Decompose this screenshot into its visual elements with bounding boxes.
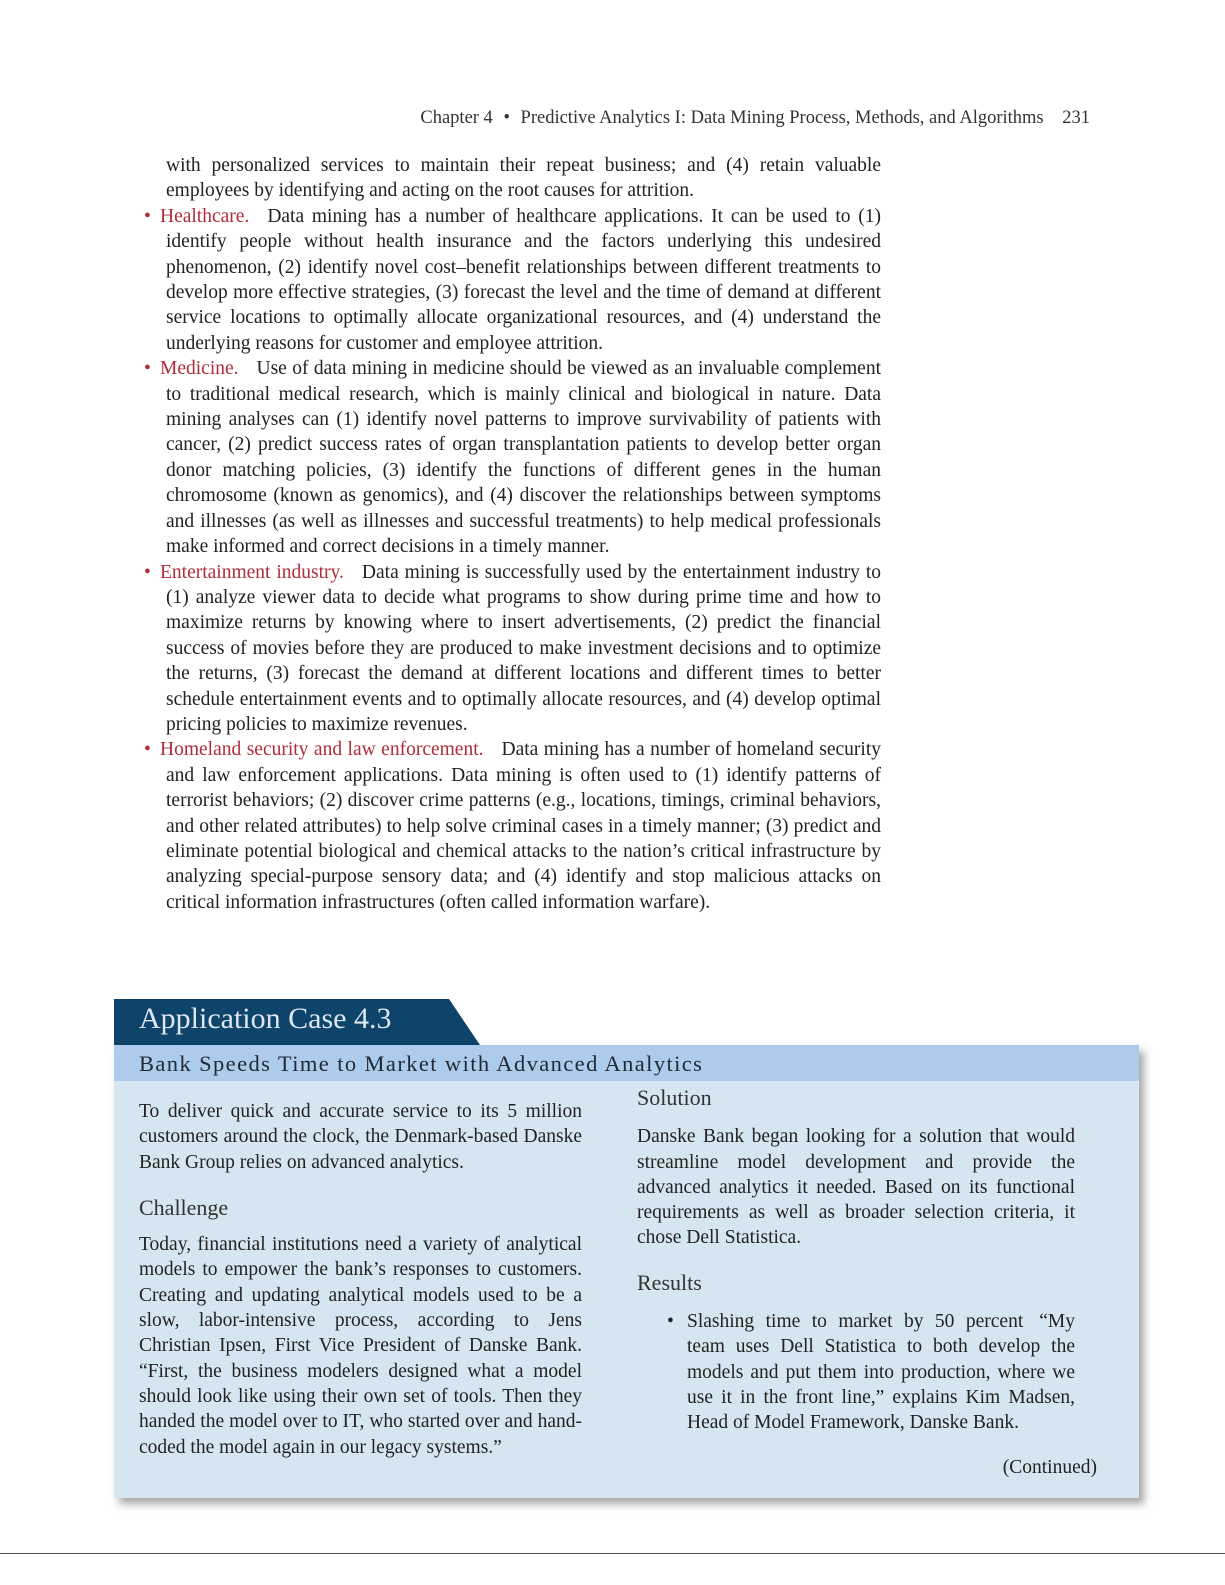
- results-heading: Results: [637, 1269, 702, 1295]
- item-text: Data mining has a number of healthcare applications. It can be used to (1) identify people without health insurance and the factors underlying this undesired phenomenon, (2) identify novel cost–benefit relationships between different treatments to develop more effective strategies, (3) forecast the level and the time of demand at different service locations to optimally allocate organizational resources, and (4) understand the underlying reasons for customer and employee attrition.: [166, 205, 881, 354]
- list-item-entertainment: [144, 560, 881, 738]
- continuation-paragraph: with personalized services to maintain their repeat business; and (4) retain valuable employees by identifying and acting on the root causes for attrition.: [166, 155, 881, 202]
- bullet-icon: •: [144, 205, 151, 227]
- solution-text: Danske Bank began looking for a solution that would streamline model development and provide the advanced analytics it needed. Based on its functional requirements as well as broader selection criteria, it chose Dell Statistica.: [637, 1126, 1075, 1249]
- solution-heading: Solution: [637, 1085, 712, 1110]
- item-text: Data mining has a number of homeland security and law enforcement applications. Data mining is often used to (1) identify patterns of terrorist behaviors; (2) discover crime patterns (e.g., locations, timings, criminal behaviors, and other related attributes) to help solve criminal cases in a timely manner; (3) predict and eliminate potential biological and chemical attacks to the nation’s critical infrastructure by analyzing special-purpose sensory data; and (4) identify and stop malicious attacks on critical information infrastructures (often called information warfare).: [166, 739, 881, 913]
- item-term: Medicine.: [160, 358, 239, 380]
- item-term: Entertainment industry.: [160, 561, 344, 583]
- page-number: 231: [1062, 108, 1090, 128]
- challenge-heading: Challenge: [139, 1194, 229, 1220]
- item-term: Homeland security and law enforcement.: [160, 739, 484, 761]
- chapter-label: Chapter 4: [420, 108, 493, 128]
- header-separator: •: [503, 108, 510, 128]
- results-item-lead: Slashing time to market by 50 percent: [687, 1311, 1024, 1333]
- item-term: Healthcare.: [160, 205, 250, 227]
- challenge-text: Today, financial institutions need a variety of analytical models to empower the bank’s responses to customers. Creating and updating analytical models used to be a slow, labor-intensive process, according to Jens Christian Ipsen, First Vice President of Danske Bank. “First, the business modelers designed what a model should look like using their own set of tools. Then they handed the model over to IT, who started over and hand-coded the model again in our legacy systems.”: [139, 1234, 582, 1458]
- application-case-box: [114, 1045, 1139, 1498]
- bottom-rule: [0, 1553, 1225, 1554]
- bullet-icon: •: [667, 1311, 674, 1333]
- case-label: Application Case 4.3: [139, 1002, 392, 1035]
- item-text: Use of data mining in medicine should be viewed as an invaluable complement to traditional medical research, which is mainly clinical and biological in nature. Data mining analyses can (1) identify novel patterns to improve survivability of patients with cancer, (2) predict success rates of organ transplantation patients to develop better organ donor matching policies, (3) identify the functions of different genes in the human chromosome (known as genomics), and (4) discover the relationships between symptoms and illnesses (as well as illnesses and successful treatments) to help medical professionals make informed and correct decisions in a timely manner.: [166, 358, 881, 558]
- bullet-icon: •: [144, 739, 151, 761]
- chapter-title: Predictive Analytics I: Data Mining Process, Methods, and Algorithms: [520, 108, 1044, 128]
- case-intro: To deliver quick and accurate service to its 5 million customers around the clock, the Denmark-based Danske Bank Group relies on advanced analytics.: [139, 1101, 582, 1173]
- bullet-icon: •: [144, 561, 151, 583]
- case-left-column: [139, 1099, 582, 1460]
- list-item-homeland-security: [144, 737, 881, 915]
- list-item-healthcare: [144, 204, 881, 356]
- body-text: [144, 153, 881, 915]
- running-head: [420, 108, 1090, 129]
- case-right-column: [637, 1085, 1075, 1436]
- case-title: Bank Speeds Time to Market with Advanced Analytics: [114, 1045, 1139, 1081]
- continued-label: (Continued): [1002, 1457, 1097, 1478]
- item-text: Data mining is successfully used by the entertainment industry to (1) analyze viewer data to decide what programs to show during prime time and how to maximize returns by knowing where to insert advertisements, (2) predict the financial success of movies before they are produced to make investment decisions and to optimize the returns, (3) forecast the demand at different locations and different times to better schedule entertainment events and to optimally allocate resources, and (4) develop optimal pricing policies to maximize revenues.: [166, 561, 881, 735]
- results-item: [637, 1309, 1075, 1435]
- bullet-icon: •: [144, 358, 151, 380]
- list-item-medicine: [144, 356, 881, 559]
- results-item-text: “My team uses Dell Statistica to both develop the models and put them into production, where we use it in the front line,” explains Kim Madsen, Head of Model Framework, Danske Bank.: [687, 1311, 1075, 1434]
